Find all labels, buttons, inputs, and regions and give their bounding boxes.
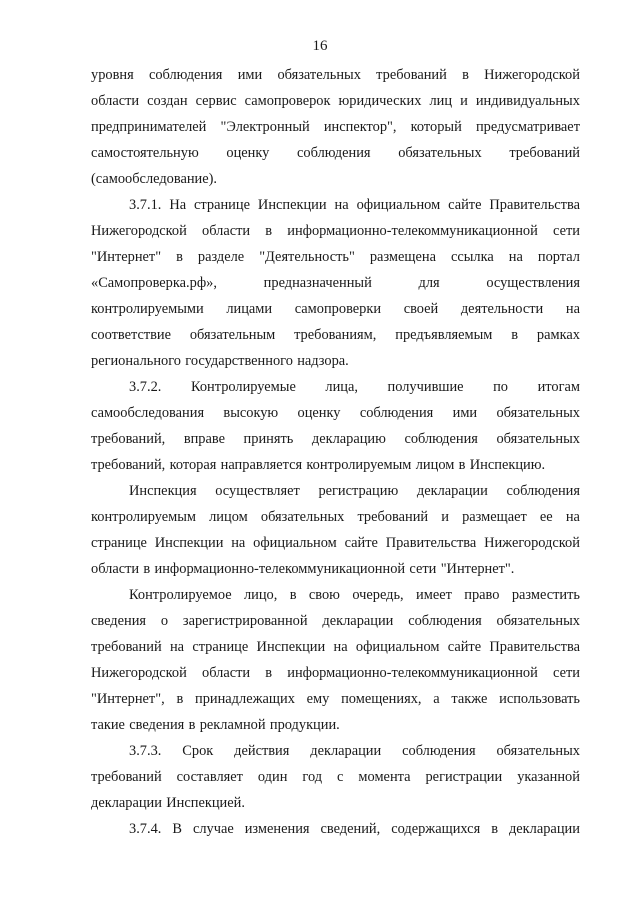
text-line: такие сведения в рекламной продукции.	[91, 717, 340, 733]
paragraph	[91, 478, 580, 582]
text-line: требований, которая направляется контролируемым лицом в Инспекцию.	[91, 457, 546, 473]
paragraph	[91, 192, 580, 374]
text-line: "Интернет", в принадлежащих ему помещениях, а также использовать	[91, 691, 580, 707]
text-line: Нижегородской области в информационно-телекоммуникационной сети	[91, 223, 580, 239]
text-line: контролируемым лицом обязательных требований и размещает ее на	[91, 509, 580, 525]
text-line: соответствие обязательным требованиям, предъявляемым в рамках	[91, 327, 580, 343]
page-number: 16	[312, 38, 328, 54]
text-line: 3.7.4. В случае изменения сведений, содержащихся в декларации	[129, 821, 580, 837]
text-line: сведения о зарегистрированной декларации соблюдения обязательных	[91, 613, 580, 629]
text-line: декларации Инспекцией.	[91, 795, 245, 811]
text-line: области создан сервис самопроверок юридических лиц и индивидуальных	[91, 93, 580, 109]
text-line: предпринимателей "Электронный инспектор", который предусматривает	[91, 119, 580, 135]
text-line: требований составляет один год с момента регистрации указанной	[91, 769, 580, 785]
text-line: Инспекция осуществляет регистрацию декларации соблюдения	[129, 483, 580, 499]
text-line: (самообследование).	[91, 171, 218, 187]
text-line: требований на странице Инспекции на официальном сайте Правительства	[91, 639, 580, 655]
text-line: контролируемыми лицами самопроверки своей деятельности на	[91, 301, 580, 317]
text-line: странице Инспекции на официальном сайте Правительства Нижегородской	[91, 535, 580, 551]
text-line: самостоятельную оценку соблюдения обязательных требований	[91, 145, 580, 161]
text-line: области в информационно-телекоммуникационной сети "Интернет".	[91, 561, 515, 577]
text-line: требований, вправе принять декларацию соблюдения обязательных	[91, 431, 580, 447]
text-line: 3.7.1. На странице Инспекции на официальном сайте Правительства	[129, 197, 580, 213]
text-line: регионального государственного надзора.	[91, 353, 349, 369]
text-line: самообследования высокую оценку соблюдения ими обязательных	[91, 405, 580, 421]
text-line: Нижегородской области в информационно-телекоммуникационной сети	[91, 665, 580, 681]
paragraph	[91, 62, 580, 192]
paragraph	[91, 374, 580, 478]
paragraph	[91, 738, 580, 816]
paragraph	[91, 582, 580, 738]
paragraph	[91, 816, 580, 842]
text-line: Контролируемое лицо, в свою очередь, имеет право разместить	[129, 587, 580, 603]
text-line: уровня соблюдения ими обязательных требований в Нижегородской	[91, 67, 580, 83]
text-line: 3.7.2. Контролируемые лица, получившие по итогам	[129, 379, 580, 395]
text-line: 3.7.3. Срок действия декларации соблюдения обязательных	[129, 743, 580, 759]
text-line: "Интернет" в разделе "Деятельность" размещена ссылка на портал	[91, 249, 580, 265]
text-line: «Самопроверка.рф», предназначенный для осуществления	[91, 275, 580, 291]
document-body	[91, 62, 580, 842]
